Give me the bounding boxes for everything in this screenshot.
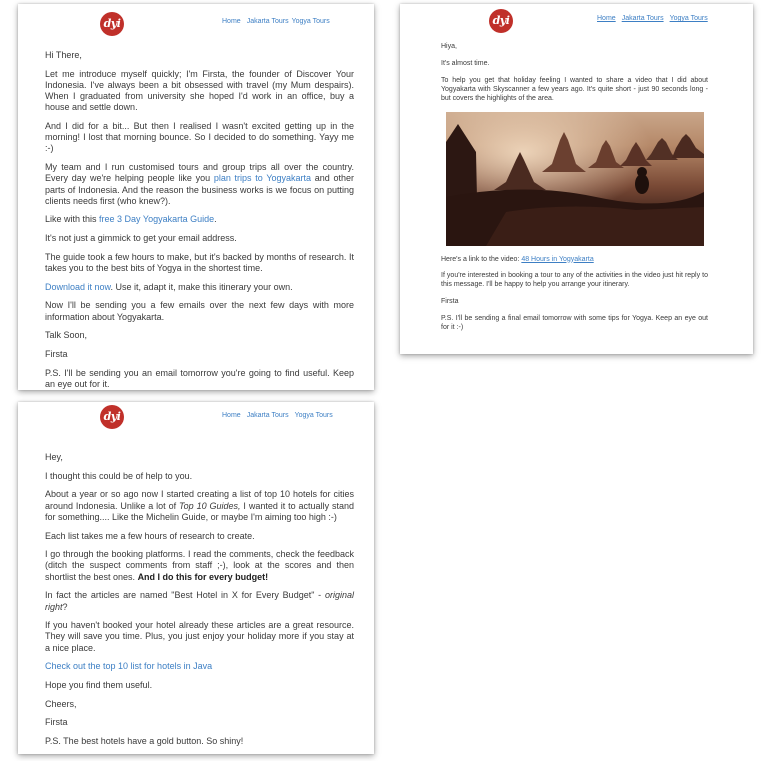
postscript: P.S. The best hotels have a gold button. So shiny! bbox=[45, 736, 244, 747]
nav-yogya-tours-link[interactable]: Yogya Tours bbox=[291, 18, 330, 25]
paragraph: Each list takes me a few hours of research to create. bbox=[45, 530, 255, 541]
paragraph: Download it now. Use it, adapt it, make this itinerary your own. bbox=[45, 281, 293, 292]
free-guide-link[interactable]: free 3 Day Yogyakarta Guide bbox=[99, 214, 215, 225]
paragraph: To help you get that holiday feeling I wanted to share a video that I did about Yogyakarta with Skyscanner a few years ago. It's quite short - just 90 seconds long - but covers the highlights of the area. bbox=[441, 76, 708, 102]
email-body bbox=[45, 50, 354, 398]
paragraph: In fact the articles are named "Best Hotel in X for Every Budget" - original right? bbox=[45, 590, 354, 612]
paragraph: My team and I run customised tours and group trips all over the country. Every day we're helping people like you plan trips to Yogyakarta and other parts of Indonesia. And the reason the business works is we focus on putting clients needs first (who knew?). bbox=[45, 162, 355, 206]
postscript: P.S. I'll be sending you an email tomorrow you're going to find useful. Keep an eye out for it. bbox=[45, 367, 354, 389]
paragraph: Let me introduce myself quickly; I'm Firsta, the founder of Discover Your Indonesia. I've always been a bit obsessed with travel (my Mum despairs). When I graduated from university she hoped I'd work in an office, buy a house and settle down. bbox=[45, 68, 354, 113]
paragraph: The guide took a few hours to make, but it's backed by months of research. It takes you to the best bits of Yogya in the shortest time. bbox=[45, 251, 354, 274]
paragraph: Now I'll be sending you a few emails over the next few days with more information about Yogyakarta. bbox=[45, 300, 354, 322]
paragraph: Like with this free 3 Day Yogyakarta Guide. bbox=[45, 214, 217, 225]
greeting: Hi There, bbox=[45, 50, 82, 60]
top-10-hotels-link[interactable]: Check out the top 10 list for hotels in Java bbox=[45, 661, 213, 672]
email-body bbox=[45, 452, 354, 755]
signature-name: Firsta bbox=[45, 717, 68, 728]
paragraph: I go through the booking platforms. I read the comments, check the feedback (ditch the suspect comments from staff ;-), look at the scores and then shortlist the best ones. And I do this for every budget! bbox=[45, 549, 354, 582]
signature-name: Firsta bbox=[441, 298, 459, 306]
borobudur-temple-photo bbox=[446, 112, 704, 246]
brand-logo[interactable]: dyi bbox=[100, 12, 124, 36]
paragraph: Hope you find them useful. bbox=[45, 680, 153, 691]
top-nav bbox=[216, 18, 330, 25]
nav-jakarta-tours-link[interactable]: Jakarta Tours bbox=[246, 18, 289, 25]
nav-jakarta-tours-link[interactable]: Jakarta Tours bbox=[246, 412, 289, 419]
top-nav bbox=[216, 412, 333, 419]
video-link-line: Here's a link to the video: 48 Hours in Yogyakarta bbox=[441, 255, 594, 263]
paragraph: It's not just a gimmick to get your email address. bbox=[45, 233, 237, 244]
plan-trips-link[interactable]: plan trips to Yogyakarta bbox=[213, 173, 312, 184]
nav-home-link[interactable]: Home bbox=[597, 15, 616, 22]
download-link[interactable]: Download it now bbox=[45, 281, 111, 292]
brand-logo[interactable]: dyi bbox=[489, 9, 513, 33]
paragraph: I thought this could be of help to you. bbox=[45, 470, 193, 481]
paragraph: And I did for a bit... But then I realised I wasn't excited getting up in the morning! I lost that morning bounce. So I decided to do something. Yayy me :-) bbox=[45, 121, 354, 154]
greeting: Hey, bbox=[45, 452, 63, 462]
signoff: Cheers, bbox=[45, 698, 77, 709]
nav-home-link[interactable]: Home bbox=[222, 412, 241, 419]
signoff: Talk Soon, bbox=[45, 330, 88, 341]
email-card-hotels bbox=[18, 402, 374, 754]
email-body bbox=[441, 43, 708, 341]
video-link[interactable]: 48 Hours in Yogyakarta bbox=[521, 255, 594, 263]
nav-yogya-tours-link[interactable]: Yogya Tours bbox=[669, 15, 708, 22]
greeting: Hiya, bbox=[441, 43, 457, 50]
signature-name: Firsta bbox=[45, 349, 68, 360]
nav-jakarta-tours-link[interactable]: Jakarta Tours bbox=[621, 15, 664, 22]
paragraph bbox=[45, 661, 354, 672]
postscript: P.S. I'll be sending a final email tomorrow with some tips for Yogya. Keep an eye out for it :-) bbox=[441, 315, 708, 332]
top-nav bbox=[591, 15, 708, 22]
brand-logo[interactable]: dyi bbox=[100, 405, 124, 429]
paragraph: About a year or so ago now I started creating a list of top 10 hotels for cities around Indonesia. Unlike a lot of Top 10 Guides, I wanted it to actually stand for something.... Like the Michelin Guide, or maybe I'm aiming too high :-) bbox=[45, 489, 354, 522]
email-card-video bbox=[400, 4, 753, 354]
nav-yogya-tours-link[interactable]: Yogya Tours bbox=[294, 412, 333, 419]
nav-home-link[interactable]: Home bbox=[222, 18, 241, 25]
paragraph: If you haven't booked your hotel already these articles are a great resource. They will save you time. Plus, you just enjoy your holiday more if you stay at a nice place. bbox=[45, 620, 354, 653]
email-card-intro bbox=[18, 4, 374, 390]
paragraph: If you're interested in booking a tour to any of the activities in the video just hit reply to this message. I'll be happy to help you arrange your itinerary. bbox=[441, 272, 708, 289]
paragraph: It's almost time. bbox=[441, 59, 490, 67]
